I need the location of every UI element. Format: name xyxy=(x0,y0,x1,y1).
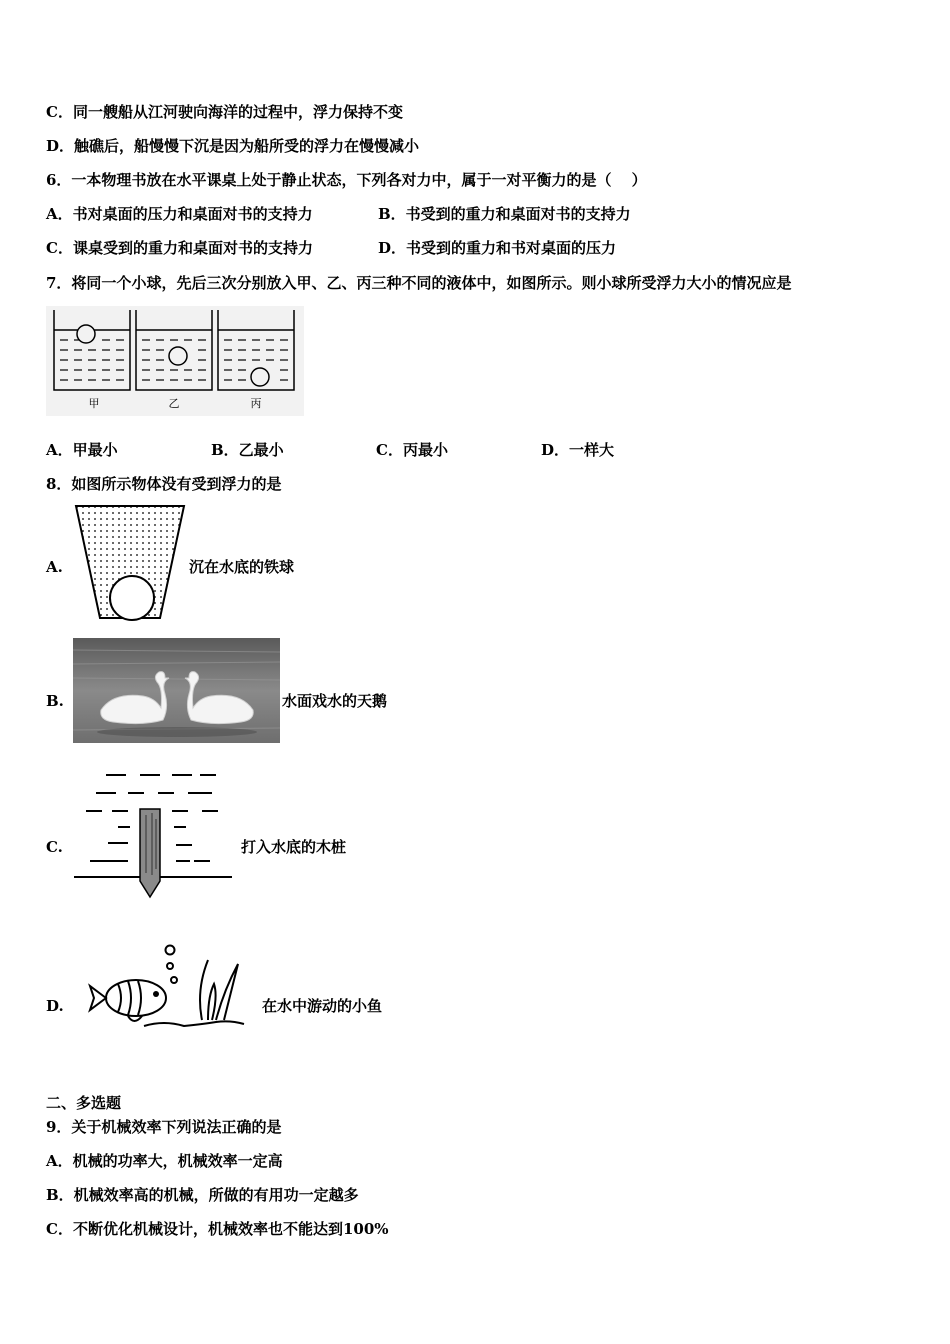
fish-eye xyxy=(153,991,159,997)
q8-option-d-caption: 在水中游动的小鱼 xyxy=(262,997,383,1015)
ball-bing xyxy=(251,368,269,386)
q8-option-c-caption: 打入水底的木桩 xyxy=(241,838,347,856)
q8-stem: 8．如图所示物体没有受到浮力的是 xyxy=(46,475,282,493)
beaker-label-jia: 甲 xyxy=(88,397,100,410)
q8-figure-swans-photo xyxy=(73,638,280,743)
q9-option-b: B．机械效率高的机械，所做的有用功一定越多 xyxy=(46,1186,359,1204)
q7-option-b: B．乙最小 xyxy=(211,441,284,459)
iron-ball xyxy=(110,576,154,620)
q7-option-c: C．丙最小 xyxy=(376,441,448,459)
q6-option-a: A．书对桌面的压力和桌面对书的支持力 xyxy=(46,205,313,223)
q5-option-d: D．触礁后，船慢慢下沉是因为船所受的浮力在慢慢减小 xyxy=(46,137,420,155)
q7-figure-three-liquids xyxy=(46,306,304,416)
q6-stem: 6．一本物理书放在水平课桌上处于静止状态，下列各对力中，属于一对平衡力的是（ ） xyxy=(46,171,647,189)
q6-option-c: C．课桌受到的重力和桌面对书的支持力 xyxy=(46,239,313,257)
q8-option-b-caption: 水面戏水的天鹅 xyxy=(282,692,388,710)
q5-option-c: C．同一艘船从江河驶向海洋的过程中，浮力保持不变 xyxy=(46,103,403,121)
q9-stem: 9．关于机械效率下列说法正确的是 xyxy=(46,1118,282,1136)
q7-option-a: A．甲最小 xyxy=(46,441,118,459)
q8-option-d-label: D. xyxy=(46,997,64,1015)
q6-option-d: D．书受到的重力和书对桌面的压力 xyxy=(378,239,617,257)
q8-figure-fish xyxy=(84,940,256,1040)
ball-jia xyxy=(77,325,95,343)
beaker-label-bing: 丙 xyxy=(250,397,262,410)
stake xyxy=(140,809,160,897)
q8-option-a-caption: 沉在水底的铁球 xyxy=(189,558,295,576)
section-heading-multiple-choice: 二、多选题 xyxy=(46,1094,122,1112)
q8-figure-iron-ball xyxy=(74,504,186,622)
q9-option-a: A．机械的功率大，机械效率一定高 xyxy=(46,1152,283,1170)
q8-option-a-label: A. xyxy=(46,558,63,576)
q8-option-b-label: B. xyxy=(46,692,64,710)
q6-option-b: B．书受到的重力和桌面对书的支持力 xyxy=(378,205,631,223)
q7-option-d: D．一样大 xyxy=(541,441,615,459)
q9-option-c: C．不断优化机械设计，机械效率也不能达到100% xyxy=(46,1220,389,1238)
q8-option-c-label: C. xyxy=(46,838,63,856)
q7-stem: 7．将同一个小球，先后三次分别放入甲、乙、丙三种不同的液体中，如图所示。则小球所受浮力大小的情况应是 xyxy=(46,274,792,292)
ball-yi xyxy=(169,347,187,365)
q8-figure-wooden-stake xyxy=(72,765,237,905)
beaker-label-yi: 乙 xyxy=(168,397,180,410)
